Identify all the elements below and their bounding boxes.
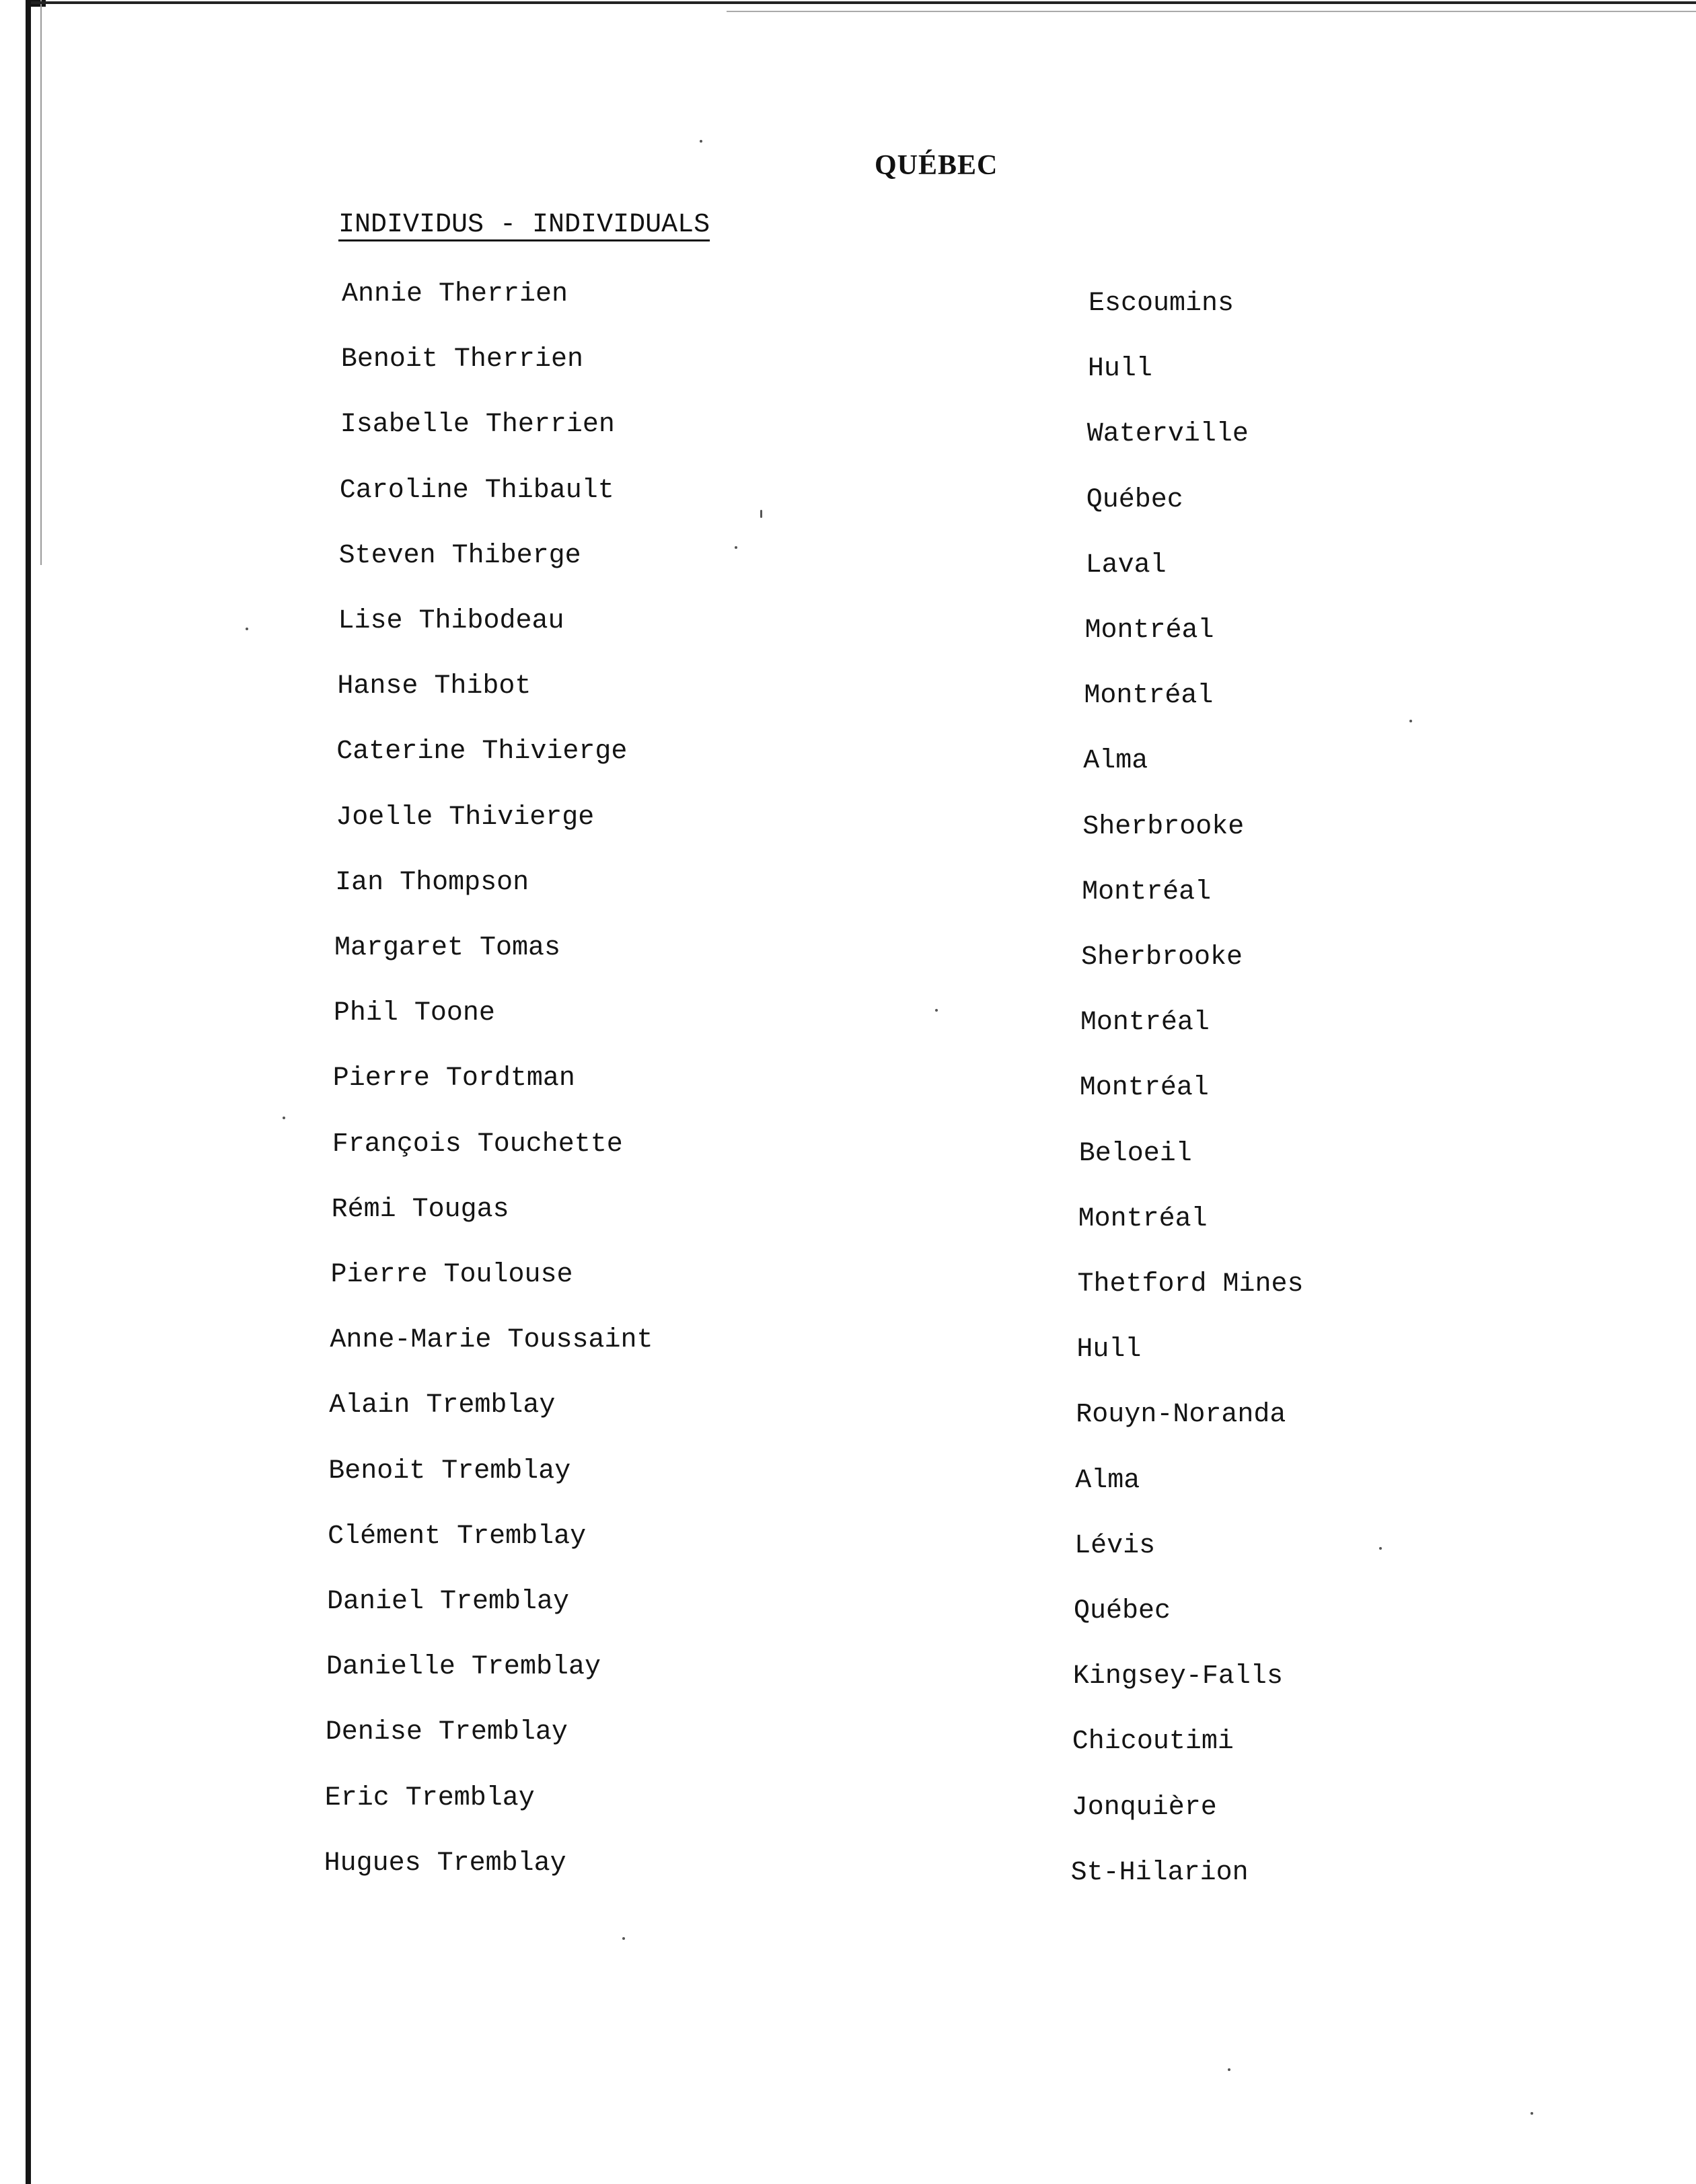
- scan-speck: [622, 1937, 625, 1940]
- entry-name: Eric Tremblay: [324, 1782, 535, 1813]
- list-item: [0, 274, 1696, 319]
- list-item: [0, 1517, 1696, 1561]
- list-item: [0, 1712, 1696, 1758]
- list-item: [0, 1255, 1696, 1300]
- entry-name: Caterine Thivierge: [336, 737, 628, 767]
- scan-speck: [1379, 1547, 1382, 1550]
- entry-city: Hull: [1076, 1334, 1142, 1365]
- entry-name: Lise Thibodeau: [338, 606, 564, 636]
- scan-speck: [283, 1117, 285, 1119]
- scan-speck: [700, 140, 702, 143]
- entry-city: Sherbrooke: [1082, 811, 1245, 842]
- entry-name: Pierre Toulouse: [330, 1260, 573, 1290]
- entry-name: Benoit Therrien: [340, 344, 583, 375]
- entry-city: Québec: [1086, 484, 1183, 515]
- entry-name: Benoit Tremblay: [328, 1456, 571, 1486]
- list-item: [0, 667, 1696, 712]
- entry-city: Waterville: [1086, 419, 1249, 450]
- entry-name: Caroline Thibault: [339, 475, 614, 506]
- entry-city: Montréal: [1082, 876, 1212, 907]
- entry-city: St-Hilarion: [1070, 1857, 1249, 1888]
- entry-city: Alma: [1075, 1465, 1140, 1496]
- entry-city: Kingsey-Falls: [1072, 1661, 1283, 1692]
- list-item: [0, 405, 1696, 450]
- entry-name: Steven Thiberge: [338, 540, 581, 571]
- list-item: [0, 798, 1696, 842]
- entry-city: Laval: [1085, 550, 1167, 580]
- entry-city: Montréal: [1084, 681, 1214, 712]
- entry-city: Sherbrooke: [1081, 942, 1243, 973]
- list-item: [0, 536, 1696, 580]
- list-item: [0, 1059, 1696, 1104]
- entry-city: Jonquière: [1071, 1792, 1217, 1823]
- list-item: [0, 1844, 1696, 1888]
- scan-speck: [246, 628, 248, 630]
- section-heading: INDIVIDUS - INDIVIDUALS: [338, 210, 710, 240]
- list-item: [0, 1320, 1696, 1365]
- entry-name: Isabelle Therrien: [340, 410, 615, 441]
- list-item: [0, 601, 1696, 646]
- list-item: [0, 928, 1696, 973]
- scan-speck: [1409, 720, 1412, 722]
- entry-name: Margaret Tomas: [334, 933, 561, 963]
- entry-city: Escoumins: [1089, 289, 1234, 319]
- entry-name: Ian Thompson: [335, 867, 529, 898]
- entry-name: Hugues Tremblay: [324, 1848, 566, 1879]
- list-item: [0, 993, 1696, 1039]
- entry-name: Rémi Tougas: [331, 1194, 509, 1225]
- entry-city: Montréal: [1084, 615, 1214, 646]
- entry-city: Montréal: [1080, 1008, 1210, 1039]
- scan-speck: [1228, 2068, 1230, 2071]
- list-item: [0, 1778, 1696, 1823]
- entry-name: Clément Tremblay: [328, 1521, 587, 1552]
- entry-name: Daniel Tremblay: [327, 1587, 570, 1617]
- list-item: [0, 471, 1696, 515]
- entry-name: Joelle Thivierge: [336, 802, 595, 833]
- entry-city: Montréal: [1078, 1203, 1208, 1234]
- entry-city: Chicoutimi: [1072, 1727, 1234, 1758]
- entry-name: Denise Tremblay: [325, 1717, 568, 1748]
- list-item: [0, 1125, 1696, 1169]
- entry-city: Hull: [1087, 354, 1152, 385]
- entry-name: Danielle Tremblay: [326, 1652, 601, 1683]
- list-item: [0, 340, 1696, 385]
- entry-name: François Touchette: [332, 1129, 623, 1160]
- entry-city: Québec: [1074, 1596, 1171, 1626]
- entry-name: Hanse Thibot: [337, 671, 531, 702]
- page-title: QUÉBEC: [875, 150, 998, 181]
- scan-speck: [935, 1009, 938, 1012]
- scan-speck: [735, 546, 737, 549]
- entry-city: Thetford Mines: [1077, 1269, 1304, 1300]
- entry-city: Beloeil: [1078, 1138, 1192, 1169]
- scan-speck: [1531, 2112, 1533, 2115]
- entry-name: Phil Toone: [333, 998, 495, 1029]
- entry-name: Alain Tremblay: [329, 1390, 556, 1421]
- list-item: [0, 863, 1696, 907]
- entry-name: Annie Therrien: [342, 279, 568, 309]
- entry-city: Lévis: [1074, 1530, 1156, 1561]
- entry-name: Pierre Tordtman: [332, 1063, 575, 1094]
- entry-name: Anne-Marie Toussaint: [330, 1325, 653, 1356]
- entry-city: Montréal: [1079, 1073, 1209, 1104]
- list-item: [0, 1386, 1696, 1431]
- scan-speck: [760, 510, 762, 518]
- list-item: [0, 1647, 1696, 1692]
- entry-city: Rouyn-Noranda: [1076, 1400, 1286, 1431]
- list-item: [0, 1452, 1696, 1496]
- list-item: [0, 1190, 1696, 1234]
- list-item: [0, 1582, 1696, 1626]
- entry-city: Alma: [1083, 746, 1148, 777]
- list-item: [0, 732, 1696, 777]
